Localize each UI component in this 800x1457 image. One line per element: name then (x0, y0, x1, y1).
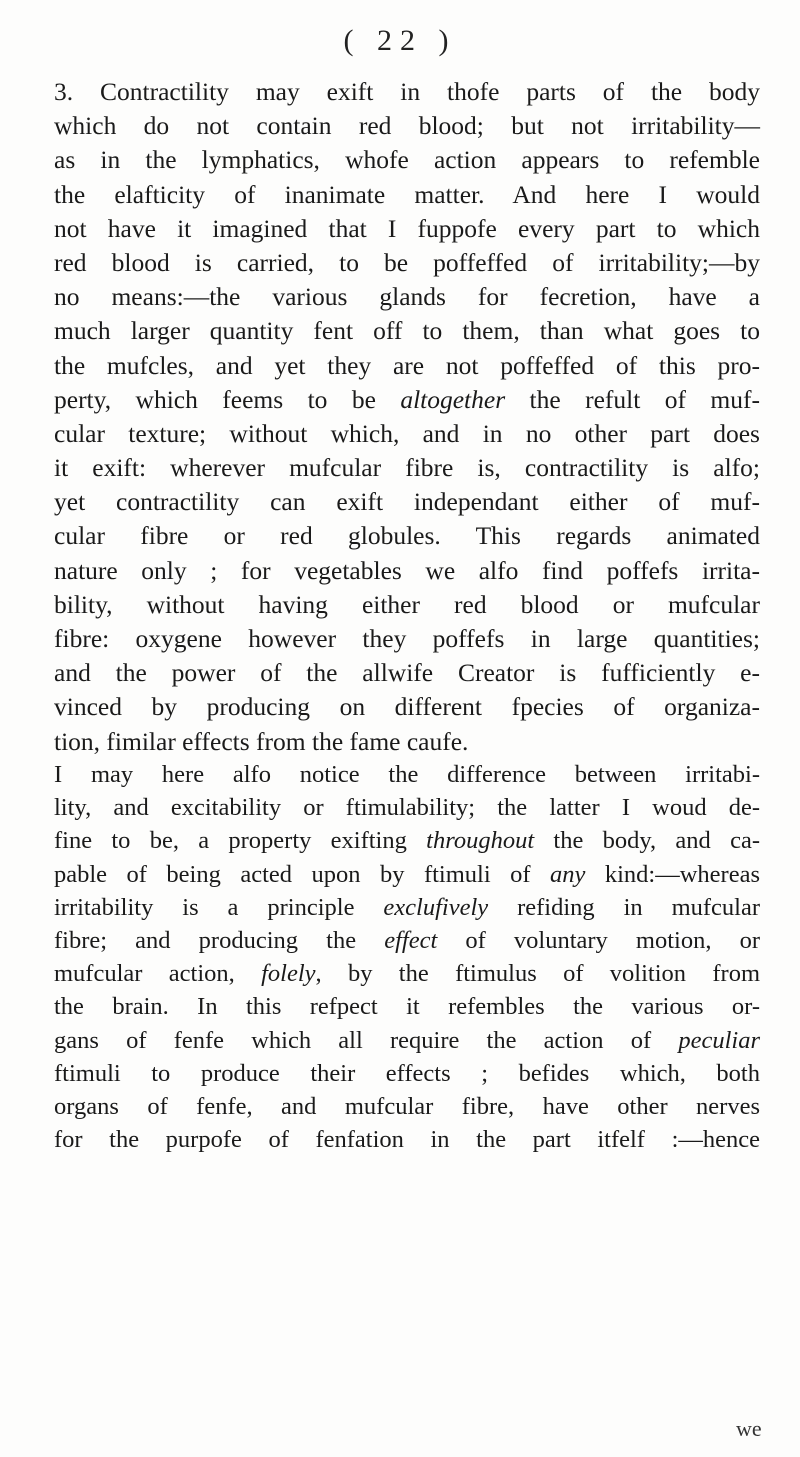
text-line: and the power of the allwife Creator is fufficiently e- (54, 658, 760, 688)
text-line: fibre; and producing the effect of voluntary motion, or (54, 926, 761, 954)
text-line: gans of fenfe which all require the action of peculiar (54, 1026, 760, 1054)
text-line: the elafticity of inanimate matter. And here I would (54, 179, 760, 209)
text-line: perty, which feems to be altogether the refult of muf- (54, 384, 760, 414)
text-line: not have it imagined that I fuppofe every part to which (54, 213, 760, 243)
text-line: for the purpofe of fenfation in the part itfelf :—hence (54, 1126, 760, 1154)
text-line: cular texture; without which, and in no other part does (54, 418, 760, 448)
text-line: the mufcles, and yet they are not poffeffed of this pro- (54, 350, 760, 380)
text-line: ftimuli to produce their effects ; befides which, both (54, 1059, 760, 1087)
italic-word: exclufively (383, 893, 489, 921)
text-line: no means:—the various glands for fecretion, have a (54, 282, 760, 312)
italic-word: peculiar (678, 1026, 760, 1054)
text-line: organs of fenfe, and mufcular fibre, have other nerves (54, 1092, 760, 1120)
italic-word: folely (261, 960, 316, 988)
text-line: nature only ; for vegetables we alfo find poffefs irrita- (54, 555, 760, 585)
paragraph-2 (54, 758, 760, 1156)
page-number: ( 22 ) (343, 24, 457, 57)
text-line: yet contractility can exift independant either of muf- (54, 487, 760, 517)
text-line: it exift: wherever mufcular fibre is, contractility is alfo; (54, 453, 760, 483)
text-line: irritability is a principle exclufively refiding in mufcular (54, 893, 761, 921)
text-line: fibre: oxygene however they poffefs in large quantities; (54, 624, 760, 653)
text-line: lity, and excitability or ftimulability; the latter I woud de- (54, 794, 760, 822)
italic-word: any (550, 860, 586, 888)
text-line: the brain. In this refpect it refembles the various or- (54, 993, 760, 1021)
text-line: pable of being acted upon by ftimuli of any kind:—whereas (54, 860, 760, 888)
text-line: vinced by producing on different fpecies of organiza- (54, 692, 760, 722)
paragraph-1 (54, 75, 760, 759)
text-line: I may here alfo notice the difference between irritabi- (54, 761, 760, 788)
italic-word: altogether (400, 384, 506, 414)
catchword: we (736, 1416, 762, 1441)
text-line: as in the lymphatics, whofe action appears to refemble (54, 145, 760, 175)
text-line: which do not contain red blood; but not irritability— (54, 111, 760, 141)
text-line: much larger quantity fent off to them, than what goes to (54, 316, 760, 346)
text-line: fine to be, a property exifting throughout the body, and ca- (54, 827, 760, 855)
italic-word: throughout (426, 827, 535, 855)
italic-word: effect (384, 926, 438, 954)
text-line: red blood is carried, to be poffeffed of irritability;—by (54, 247, 760, 277)
text-line: cular fibre or red globules. This regards animated (54, 521, 760, 551)
text-line: mufcular action, folely, by the ftimulus of volition from (54, 960, 760, 988)
text-line: 3. Contractility may exift in thofe parts of the body (54, 77, 760, 106)
text-line: tion, fimilar effects from the fame caufe. (54, 726, 469, 756)
text-line: bility, without having either red blood or mufcular (54, 589, 760, 619)
